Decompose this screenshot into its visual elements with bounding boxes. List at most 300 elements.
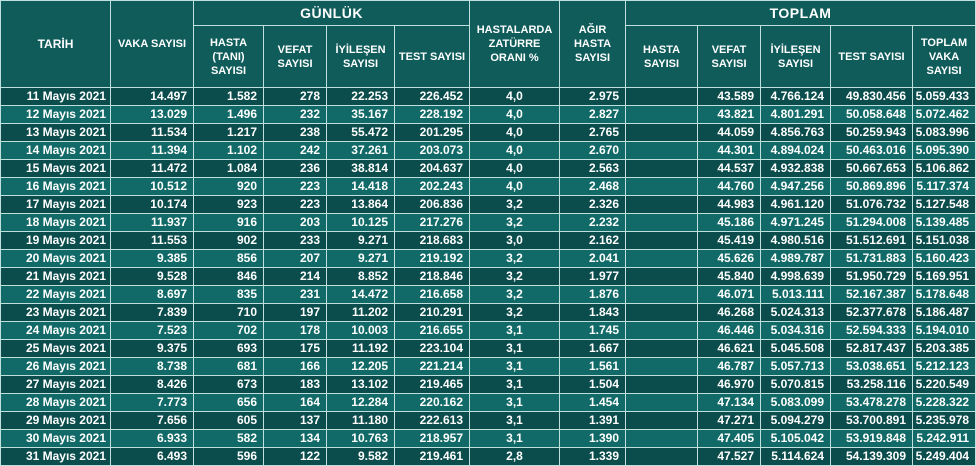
toplam-hasta-cell bbox=[626, 178, 698, 196]
toplam-hasta-cell bbox=[626, 304, 698, 322]
toplam-vaka-cell: 5.151.038 bbox=[913, 232, 976, 250]
vaka-cell: 8.697 bbox=[111, 286, 194, 304]
date-cell: 16 Mayıs 2021 bbox=[1, 178, 111, 196]
vefat-cell: 236 bbox=[264, 160, 327, 178]
date-cell: 25 Mayıs 2021 bbox=[1, 340, 111, 358]
test-cell: 219.461 bbox=[395, 448, 470, 466]
vaka-cell: 9.385 bbox=[111, 250, 194, 268]
toplam-test-cell: 50.869.896 bbox=[831, 178, 913, 196]
test-cell: 218.683 bbox=[395, 232, 470, 250]
agir-hasta-cell: 1.390 bbox=[560, 430, 626, 448]
table-row bbox=[1, 196, 976, 214]
vefat-cell: 231 bbox=[264, 286, 327, 304]
agir-hasta-cell: 2.975 bbox=[560, 88, 626, 106]
test-cell: 216.658 bbox=[395, 286, 470, 304]
test-cell: 222.613 bbox=[395, 412, 470, 430]
table-body bbox=[1, 88, 976, 466]
toplam-vefat-cell: 47.405 bbox=[698, 430, 761, 448]
toplam-vefat-cell: 46.970 bbox=[698, 376, 761, 394]
header-toplam-iyilesen: İYİLEŞEN SAYISI bbox=[761, 26, 831, 88]
hasta-tani-cell: 846 bbox=[194, 268, 264, 286]
iyilesen-cell: 22.253 bbox=[327, 88, 395, 106]
vefat-cell: 197 bbox=[264, 304, 327, 322]
iyilesen-cell: 10.763 bbox=[327, 430, 395, 448]
vaka-cell: 7.839 bbox=[111, 304, 194, 322]
date-cell: 29 Mayıs 2021 bbox=[1, 412, 111, 430]
toplam-iyilesen-cell: 5.083.099 bbox=[761, 394, 831, 412]
toplam-vaka-cell: 5.127.548 bbox=[913, 196, 976, 214]
toplam-hasta-cell bbox=[626, 394, 698, 412]
vaka-cell: 14.497 bbox=[111, 88, 194, 106]
hasta-tani-cell: 656 bbox=[194, 394, 264, 412]
vefat-cell: 166 bbox=[264, 358, 327, 376]
vefat-cell: 278 bbox=[264, 88, 327, 106]
zaturre-cell: 3,2 bbox=[470, 268, 560, 286]
hasta-tani-cell: 605 bbox=[194, 412, 264, 430]
toplam-vaka-cell: 5.169.951 bbox=[913, 268, 976, 286]
toplam-vefat-cell: 44.301 bbox=[698, 142, 761, 160]
toplam-hasta-cell bbox=[626, 160, 698, 178]
vaka-cell: 13.029 bbox=[111, 106, 194, 124]
toplam-iyilesen-cell: 4.766.124 bbox=[761, 88, 831, 106]
vefat-cell: 232 bbox=[264, 106, 327, 124]
toplam-iyilesen-cell: 5.094.279 bbox=[761, 412, 831, 430]
zaturre-cell: 4,0 bbox=[470, 124, 560, 142]
hasta-tani-cell: 693 bbox=[194, 340, 264, 358]
toplam-iyilesen-cell: 5.045.508 bbox=[761, 340, 831, 358]
toplam-vefat-cell: 46.268 bbox=[698, 304, 761, 322]
test-cell: 201.295 bbox=[395, 124, 470, 142]
date-cell: 14 Mayıs 2021 bbox=[1, 142, 111, 160]
toplam-iyilesen-cell: 4.801.291 bbox=[761, 106, 831, 124]
toplam-test-cell: 51.076.732 bbox=[831, 196, 913, 214]
toplam-vaka-cell: 5.083.996 bbox=[913, 124, 976, 142]
date-cell: 22 Mayıs 2021 bbox=[1, 286, 111, 304]
toplam-hasta-cell bbox=[626, 106, 698, 124]
toplam-test-cell: 50.463.016 bbox=[831, 142, 913, 160]
toplam-hasta-cell bbox=[626, 268, 698, 286]
toplam-vaka-cell: 5.072.462 bbox=[913, 106, 976, 124]
iyilesen-cell: 12.284 bbox=[327, 394, 395, 412]
date-cell: 18 Mayıs 2021 bbox=[1, 214, 111, 232]
zaturre-cell: 3,2 bbox=[470, 304, 560, 322]
toplam-iyilesen-cell: 5.114.624 bbox=[761, 448, 831, 466]
iyilesen-cell: 13.864 bbox=[327, 196, 395, 214]
agir-hasta-cell: 1.667 bbox=[560, 340, 626, 358]
vefat-cell: 223 bbox=[264, 196, 327, 214]
date-cell: 19 Mayıs 2021 bbox=[1, 232, 111, 250]
vefat-cell: 183 bbox=[264, 376, 327, 394]
toplam-vefat-cell: 44.983 bbox=[698, 196, 761, 214]
table-row bbox=[1, 376, 976, 394]
test-cell: 228.192 bbox=[395, 106, 470, 124]
toplam-hasta-cell bbox=[626, 214, 698, 232]
toplam-iyilesen-cell: 5.070.815 bbox=[761, 376, 831, 394]
vefat-cell: 175 bbox=[264, 340, 327, 358]
toplam-vefat-cell: 46.621 bbox=[698, 340, 761, 358]
toplam-vaka-cell: 5.059.433 bbox=[913, 88, 976, 106]
toplam-vefat-cell: 44.059 bbox=[698, 124, 761, 142]
agir-hasta-cell: 2.232 bbox=[560, 214, 626, 232]
toplam-vaka-cell: 5.178.648 bbox=[913, 286, 976, 304]
toplam-test-cell: 51.512.691 bbox=[831, 232, 913, 250]
test-cell: 216.655 bbox=[395, 322, 470, 340]
iyilesen-cell: 8.852 bbox=[327, 268, 395, 286]
test-cell: 219.192 bbox=[395, 250, 470, 268]
table-row bbox=[1, 250, 976, 268]
toplam-test-cell: 51.294.008 bbox=[831, 214, 913, 232]
toplam-hasta-cell bbox=[626, 412, 698, 430]
agir-hasta-cell: 1.977 bbox=[560, 268, 626, 286]
toplam-vaka-cell: 5.212.123 bbox=[913, 358, 976, 376]
hasta-tani-cell: 902 bbox=[194, 232, 264, 250]
toplam-vaka-cell: 5.160.423 bbox=[913, 250, 976, 268]
zaturre-cell: 3,1 bbox=[470, 358, 560, 376]
agir-hasta-cell: 1.391 bbox=[560, 412, 626, 430]
date-cell: 27 Mayıs 2021 bbox=[1, 376, 111, 394]
table-row bbox=[1, 88, 976, 106]
table-row bbox=[1, 304, 976, 322]
hasta-tani-cell: 856 bbox=[194, 250, 264, 268]
toplam-iyilesen-cell: 4.856.763 bbox=[761, 124, 831, 142]
header-hasta-tani: HASTA (TANI) SAYISI bbox=[194, 26, 264, 88]
agir-hasta-cell: 2.670 bbox=[560, 142, 626, 160]
date-cell: 24 Mayıs 2021 bbox=[1, 322, 111, 340]
date-cell: 20 Mayıs 2021 bbox=[1, 250, 111, 268]
toplam-test-cell: 53.700.891 bbox=[831, 412, 913, 430]
agir-hasta-cell: 2.041 bbox=[560, 250, 626, 268]
iyilesen-cell: 38.814 bbox=[327, 160, 395, 178]
test-cell: 219.465 bbox=[395, 376, 470, 394]
toplam-test-cell: 51.731.883 bbox=[831, 250, 913, 268]
toplam-vefat-cell: 45.840 bbox=[698, 268, 761, 286]
hasta-tani-cell: 835 bbox=[194, 286, 264, 304]
toplam-hasta-cell bbox=[626, 448, 698, 466]
hasta-tani-cell: 596 bbox=[194, 448, 264, 466]
header-vefat: VEFAT SAYISI bbox=[264, 26, 327, 88]
toplam-iyilesen-cell: 5.024.313 bbox=[761, 304, 831, 322]
toplam-iyilesen-cell: 4.947.256 bbox=[761, 178, 831, 196]
header-tarih: TARİH bbox=[1, 1, 111, 88]
table-row bbox=[1, 394, 976, 412]
vaka-cell: 7.773 bbox=[111, 394, 194, 412]
hasta-tani-cell: 1.582 bbox=[194, 88, 264, 106]
toplam-vefat-cell: 47.134 bbox=[698, 394, 761, 412]
iyilesen-cell: 35.167 bbox=[327, 106, 395, 124]
table-row bbox=[1, 106, 976, 124]
toplam-hasta-cell bbox=[626, 142, 698, 160]
toplam-vefat-cell: 45.626 bbox=[698, 250, 761, 268]
toplam-hasta-cell bbox=[626, 358, 698, 376]
zaturre-cell: 3,2 bbox=[470, 214, 560, 232]
table-row bbox=[1, 142, 976, 160]
toplam-iyilesen-cell: 4.989.787 bbox=[761, 250, 831, 268]
hasta-tani-cell: 1.496 bbox=[194, 106, 264, 124]
table-row bbox=[1, 178, 976, 196]
toplam-vaka-cell: 5.235.978 bbox=[913, 412, 976, 430]
table-row bbox=[1, 160, 976, 178]
toplam-hasta-cell bbox=[626, 250, 698, 268]
iyilesen-cell: 12.205 bbox=[327, 358, 395, 376]
hasta-tani-cell: 923 bbox=[194, 196, 264, 214]
vaka-cell: 7.523 bbox=[111, 322, 194, 340]
toplam-iyilesen-cell: 4.894.024 bbox=[761, 142, 831, 160]
zaturre-cell: 3,1 bbox=[470, 430, 560, 448]
zaturre-cell: 2,8 bbox=[470, 448, 560, 466]
vefat-cell: 233 bbox=[264, 232, 327, 250]
test-cell: 221.214 bbox=[395, 358, 470, 376]
date-cell: 28 Mayıs 2021 bbox=[1, 394, 111, 412]
toplam-vefat-cell: 46.071 bbox=[698, 286, 761, 304]
toplam-test-cell: 52.817.437 bbox=[831, 340, 913, 358]
toplam-hasta-cell bbox=[626, 232, 698, 250]
vefat-cell: 242 bbox=[264, 142, 327, 160]
iyilesen-cell: 10.125 bbox=[327, 214, 395, 232]
vaka-cell: 7.656 bbox=[111, 412, 194, 430]
toplam-hasta-cell bbox=[626, 340, 698, 358]
toplam-hasta-cell bbox=[626, 430, 698, 448]
zaturre-cell: 3,1 bbox=[470, 394, 560, 412]
vaka-cell: 9.528 bbox=[111, 268, 194, 286]
toplam-iyilesen-cell: 4.961.120 bbox=[761, 196, 831, 214]
toplam-iyilesen-cell: 5.013.111 bbox=[761, 286, 831, 304]
hasta-tani-cell: 1.102 bbox=[194, 142, 264, 160]
test-cell: 217.276 bbox=[395, 214, 470, 232]
table-row bbox=[1, 322, 976, 340]
agir-hasta-cell: 2.468 bbox=[560, 178, 626, 196]
iyilesen-cell: 11.192 bbox=[327, 340, 395, 358]
iyilesen-cell: 9.582 bbox=[327, 448, 395, 466]
header-toplam-group: TOPLAM bbox=[626, 1, 976, 26]
date-cell: 11 Mayıs 2021 bbox=[1, 88, 111, 106]
toplam-vaka-cell: 5.139.485 bbox=[913, 214, 976, 232]
header-vaka-sayisi: VAKA SAYISI bbox=[111, 1, 194, 88]
toplam-vaka-cell: 5.220.549 bbox=[913, 376, 976, 394]
vaka-cell: 8.426 bbox=[111, 376, 194, 394]
test-cell: 226.452 bbox=[395, 88, 470, 106]
agir-hasta-cell: 2.827 bbox=[560, 106, 626, 124]
agir-hasta-cell: 1.745 bbox=[560, 322, 626, 340]
zaturre-cell: 3,2 bbox=[470, 196, 560, 214]
iyilesen-cell: 11.202 bbox=[327, 304, 395, 322]
iyilesen-cell: 10.003 bbox=[327, 322, 395, 340]
vefat-cell: 203 bbox=[264, 214, 327, 232]
date-cell: 17 Mayıs 2021 bbox=[1, 196, 111, 214]
toplam-vefat-cell: 44.537 bbox=[698, 160, 761, 178]
table-row bbox=[1, 286, 976, 304]
vefat-cell: 178 bbox=[264, 322, 327, 340]
test-cell: 223.104 bbox=[395, 340, 470, 358]
zaturre-cell: 3,1 bbox=[470, 340, 560, 358]
zaturre-cell: 4,0 bbox=[470, 106, 560, 124]
zaturre-cell: 4,0 bbox=[470, 160, 560, 178]
toplam-hasta-cell bbox=[626, 286, 698, 304]
toplam-iyilesen-cell: 4.932.838 bbox=[761, 160, 831, 178]
date-cell: 12 Mayıs 2021 bbox=[1, 106, 111, 124]
vefat-cell: 122 bbox=[264, 448, 327, 466]
toplam-iyilesen-cell: 5.057.713 bbox=[761, 358, 831, 376]
header-toplam-vaka: TOPLAM VAKA SAYISI bbox=[913, 26, 976, 88]
vefat-cell: 238 bbox=[264, 124, 327, 142]
hasta-tani-cell: 1.217 bbox=[194, 124, 264, 142]
table-row bbox=[1, 268, 976, 286]
vefat-cell: 137 bbox=[264, 412, 327, 430]
table-row bbox=[1, 214, 976, 232]
iyilesen-cell: 13.102 bbox=[327, 376, 395, 394]
toplam-test-cell: 53.038.651 bbox=[831, 358, 913, 376]
toplam-vaka-cell: 5.228.322 bbox=[913, 394, 976, 412]
header-test: TEST SAYISI bbox=[395, 26, 470, 88]
agir-hasta-cell: 2.326 bbox=[560, 196, 626, 214]
toplam-vefat-cell: 46.787 bbox=[698, 358, 761, 376]
vaka-cell: 11.394 bbox=[111, 142, 194, 160]
toplam-test-cell: 50.667.653 bbox=[831, 160, 913, 178]
vefat-cell: 164 bbox=[264, 394, 327, 412]
toplam-iyilesen-cell: 5.105.042 bbox=[761, 430, 831, 448]
hasta-tani-cell: 710 bbox=[194, 304, 264, 322]
test-cell: 206.836 bbox=[395, 196, 470, 214]
table-row bbox=[1, 430, 976, 448]
toplam-hasta-cell bbox=[626, 322, 698, 340]
iyilesen-cell: 14.418 bbox=[327, 178, 395, 196]
zaturre-cell: 4,0 bbox=[470, 142, 560, 160]
toplam-vefat-cell: 43.821 bbox=[698, 106, 761, 124]
toplam-vaka-cell: 5.242.911 bbox=[913, 430, 976, 448]
vaka-cell: 8.738 bbox=[111, 358, 194, 376]
date-cell: 31 Mayıs 2021 bbox=[1, 448, 111, 466]
agir-hasta-cell: 1.339 bbox=[560, 448, 626, 466]
toplam-vaka-cell: 5.249.404 bbox=[913, 448, 976, 466]
vaka-cell: 11.553 bbox=[111, 232, 194, 250]
test-cell: 218.846 bbox=[395, 268, 470, 286]
zaturre-cell: 4,0 bbox=[470, 88, 560, 106]
header-gunluk-group: GÜNLÜK bbox=[194, 1, 470, 26]
toplam-vaka-cell: 5.194.010 bbox=[913, 322, 976, 340]
toplam-test-cell: 53.478.278 bbox=[831, 394, 913, 412]
zaturre-cell: 3,0 bbox=[470, 232, 560, 250]
date-cell: 15 Mayıs 2021 bbox=[1, 160, 111, 178]
vaka-cell: 11.937 bbox=[111, 214, 194, 232]
toplam-test-cell: 53.919.848 bbox=[831, 430, 913, 448]
toplam-test-cell: 52.167.387 bbox=[831, 286, 913, 304]
vefat-cell: 134 bbox=[264, 430, 327, 448]
vaka-cell: 6.493 bbox=[111, 448, 194, 466]
test-cell: 202.243 bbox=[395, 178, 470, 196]
toplam-vefat-cell: 47.271 bbox=[698, 412, 761, 430]
table-row bbox=[1, 412, 976, 430]
table-row bbox=[1, 124, 976, 142]
iyilesen-cell: 14.472 bbox=[327, 286, 395, 304]
iyilesen-cell: 37.261 bbox=[327, 142, 395, 160]
date-cell: 30 Mayıs 2021 bbox=[1, 430, 111, 448]
toplam-test-cell: 54.139.309 bbox=[831, 448, 913, 466]
vefat-cell: 207 bbox=[264, 250, 327, 268]
hasta-tani-cell: 681 bbox=[194, 358, 264, 376]
toplam-vefat-cell: 46.446 bbox=[698, 322, 761, 340]
date-cell: 13 Mayıs 2021 bbox=[1, 124, 111, 142]
toplam-test-cell: 50.259.943 bbox=[831, 124, 913, 142]
agir-hasta-cell: 1.843 bbox=[560, 304, 626, 322]
header-iyilesen: İYİLEŞEN SAYISI bbox=[327, 26, 395, 88]
vaka-cell: 6.933 bbox=[111, 430, 194, 448]
iyilesen-cell: 11.180 bbox=[327, 412, 395, 430]
test-cell: 218.957 bbox=[395, 430, 470, 448]
iyilesen-cell: 9.271 bbox=[327, 232, 395, 250]
toplam-test-cell: 53.258.116 bbox=[831, 376, 913, 394]
toplam-vaka-cell: 5.203.385 bbox=[913, 340, 976, 358]
toplam-vefat-cell: 45.419 bbox=[698, 232, 761, 250]
vaka-cell: 10.174 bbox=[111, 196, 194, 214]
date-cell: 21 Mayıs 2021 bbox=[1, 268, 111, 286]
date-cell: 26 Mayıs 2021 bbox=[1, 358, 111, 376]
vaka-cell: 11.472 bbox=[111, 160, 194, 178]
hasta-tani-cell: 702 bbox=[194, 322, 264, 340]
agir-hasta-cell: 1.504 bbox=[560, 376, 626, 394]
iyilesen-cell: 9.271 bbox=[327, 250, 395, 268]
table-header bbox=[1, 1, 976, 88]
agir-hasta-cell: 2.765 bbox=[560, 124, 626, 142]
test-cell: 220.162 bbox=[395, 394, 470, 412]
toplam-iyilesen-cell: 4.971.245 bbox=[761, 214, 831, 232]
zaturre-cell: 4,0 bbox=[470, 178, 560, 196]
agir-hasta-cell: 1.876 bbox=[560, 286, 626, 304]
toplam-vaka-cell: 5.186.487 bbox=[913, 304, 976, 322]
vaka-cell: 9.375 bbox=[111, 340, 194, 358]
toplam-vaka-cell: 5.106.862 bbox=[913, 160, 976, 178]
toplam-test-cell: 50.058.648 bbox=[831, 106, 913, 124]
test-cell: 203.073 bbox=[395, 142, 470, 160]
vefat-cell: 214 bbox=[264, 268, 327, 286]
toplam-hasta-cell bbox=[626, 124, 698, 142]
hasta-tani-cell: 920 bbox=[194, 178, 264, 196]
date-cell: 23 Mayıs 2021 bbox=[1, 304, 111, 322]
toplam-iyilesen-cell: 4.998.639 bbox=[761, 268, 831, 286]
header-toplam-test: TEST SAYISI bbox=[831, 26, 913, 88]
header-zaturre-orani: HASTALARDA ZATÜRRE ORANI % bbox=[470, 1, 560, 88]
toplam-vaka-cell: 5.095.390 bbox=[913, 142, 976, 160]
toplam-iyilesen-cell: 4.980.516 bbox=[761, 232, 831, 250]
table-row bbox=[1, 358, 976, 376]
zaturre-cell: 3,2 bbox=[470, 250, 560, 268]
header-toplam-hasta: HASTA SAYISI bbox=[626, 26, 698, 88]
toplam-hasta-cell bbox=[626, 88, 698, 106]
toplam-hasta-cell bbox=[626, 196, 698, 214]
header-toplam-vefat: VEFAT SAYISI bbox=[698, 26, 761, 88]
table-row bbox=[1, 448, 976, 466]
agir-hasta-cell: 2.162 bbox=[560, 232, 626, 250]
toplam-vefat-cell: 43.589 bbox=[698, 88, 761, 106]
zaturre-cell: 3,2 bbox=[470, 286, 560, 304]
vaka-cell: 10.512 bbox=[111, 178, 194, 196]
hasta-tani-cell: 916 bbox=[194, 214, 264, 232]
toplam-vefat-cell: 44.760 bbox=[698, 178, 761, 196]
hasta-tani-cell: 582 bbox=[194, 430, 264, 448]
toplam-vefat-cell: 47.527 bbox=[698, 448, 761, 466]
hasta-tani-cell: 1.084 bbox=[194, 160, 264, 178]
toplam-vefat-cell: 45.186 bbox=[698, 214, 761, 232]
toplam-test-cell: 52.594.333 bbox=[831, 322, 913, 340]
zaturre-cell: 3,1 bbox=[470, 376, 560, 394]
zaturre-cell: 3,1 bbox=[470, 322, 560, 340]
hasta-tani-cell: 673 bbox=[194, 376, 264, 394]
vefat-cell: 223 bbox=[264, 178, 327, 196]
test-cell: 210.291 bbox=[395, 304, 470, 322]
agir-hasta-cell: 2.563 bbox=[560, 160, 626, 178]
header-agir-hasta: AĞIR HASTA SAYISI bbox=[560, 1, 626, 88]
agir-hasta-cell: 1.454 bbox=[560, 394, 626, 412]
toplam-iyilesen-cell: 5.034.316 bbox=[761, 322, 831, 340]
table-row bbox=[1, 340, 976, 358]
